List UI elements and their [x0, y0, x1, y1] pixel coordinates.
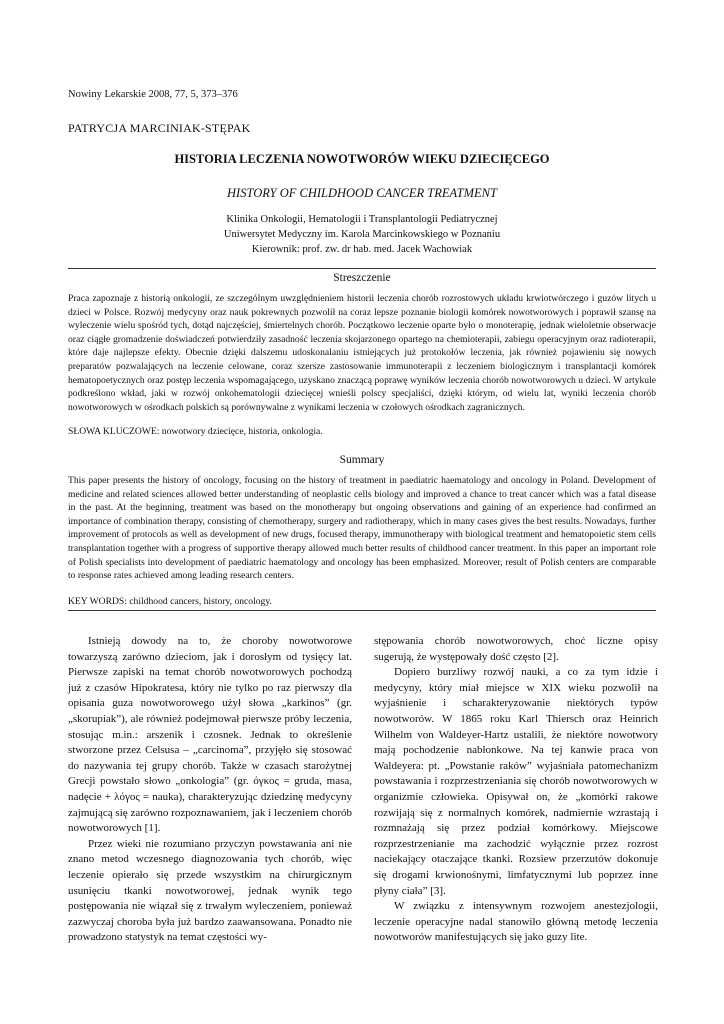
body-paragraph-continuation: stępowania chorób nowotworowych, choć liczne opisy sugerują, że występowały dość często [2].	[374, 635, 658, 663]
affiliation-head: Kierownik: prof. zw. dr hab. med. Jacek Wachowiak	[251, 244, 473, 255]
body-paragraph: Istnieją dowody na to, że choroby nowotworowe towarzyszą zarówno dzieciom, jak i dorosłym od tysięcy lat. Pierwsze zapiski na temat chorób nowotworowych pochodzą już z czasów Hipokratesa, który nie tylko po raz pierwszy dla opisania guza nowotworowego użył słowa „karkinos” (gr. „skorupiak”), ale również podejmował pierwsze próby leczenia, stosując m.in.: arszenik i czosnek. Jednak to określenie stworzone przez Celsusa – „carcinoma”, przyjęło się stosować do nazywania tej grupy chorób. Także w czasach starożytnej Grecji powstało słowo „onkologia” (gr. όγκος = gruda, masa, nadęcie + λόγος = nauka), charakteryzując dziedzinę medycyny zajmującą się zarówno rozpoznawaniem, jak i leczeniem chorób nowotworowych [1].	[68, 635, 352, 835]
streszczenie-text: Praca zapoznaje z historią onkologii, ze szczególnym uwzględnieniem historii leczenia chorób rozrostowych układu krwiotwórczego i guzów litych u dzieci w Polsce. Rozwój medycyny oraz nauk pokrewnych pozwolił na coraz lepsze poznanie biologii komórek nowotworowych i poprawił szansę na wyleczenie wielu spośród tych, dotąd najczęściej, śmiertelnych chorób. Początkowo leczenie oparte było o monoterapię, jednak wieloletnie obserwacje oraz ciągłe gromadzenie doświadczeń potwierdziły zasadność leczenia skojarzonego opartego na chemioterapii, zabiegu operacyjnym oraz radioterapii, które daje najlepsze efekty. Obecnie dzięki dalszemu udoskonalaniu istniejących już protokołów leczenia, jak również pojawieniu się nowych preparatów pozwalających na leczenie celowane, coraz szersze zastosowanie immunoterapii z leczeniem biologicznym i transplantacji komórek hematopoetycznych oraz postęp leczenia wspomagającego, uzyskano znaczącą poprawę wyników leczenia chorób nowotworowych u dzieci. W artykule podkreślono wkład, jaki w rozwój onkohematologii dziecięcej wnieśli polscy specjaliści, dzięki którym, od wielu lat, wyniki leczenia chorób nowotworowych w ośrodkach polskich są porównywalne z wynikami leczenia w czołowych ośrodkach zagranicznych.	[68, 293, 656, 413]
affiliation-clinic: Klinika Onkologii, Hematologii i Transplantologii Pediatrycznej	[226, 214, 498, 225]
body-paragraph: Przez wieki nie rozumiano przyczyn powstawania ani nie znano metod wczesnego diagnozowania tych chorób, więc leczenie opierało się przede wszystkim na chirurgicznym usunięciu tkanki nowotworowej, jednak wynik tego postępowania nie wiązał się z trwałym wyleczeniem, ponieważ zazwyczaj choroba była już bardzo zaawansowana. Ponadto nie prowadzono statystyk na temat częstości wy-	[68, 837, 352, 944]
body-column-right	[374, 634, 658, 946]
body-paragraph: Dopiero burzliwy rozwój nauki, a co za tym idzie i medycyny, który miał miejsce w XIX wieku pozwolił na wyjaśnienie i scharakteryzowanie niektórych typów nowotworów. W 1865 roku Karl Thiersch oraz Heinrich Wilhelm von Waldeyer-Hartz ustalili, że niektóre nowotwory mają pochodzenie nabłonkowe. Na tej kanwie praca von Waldeyera: pt. „Powstanie raków” wyjaśniała patomechanizm powstawania i rozprzestrzeniania się chorób nowotworowych w organizmie człowieka. Opisywał on, że „komórki rakowe rozwijają się z normalnych komórek, nadmiernie wzrastają i rozmnażają się przez podział komórkowy. Miejscowe rozprzestrzenianie ma zachodzić wyłącznie przez rozrost naciekający otaczające tkanki. Rozsiew przerzutów dokonuje się drogami krwionośnymi, limfatycznymi lub poprzez inne płyny ciała” [3].	[374, 666, 658, 897]
divider-bottom	[68, 610, 656, 611]
divider-top	[68, 268, 656, 269]
summary-text: This paper presents the history of oncology, focusing on the history of treatment in paediatric haematology and oncology in Poland. Development of medicine and related sciences allowed better understanding of neoplastic cells biology and improved a chance to treat cancer which was a fatal disease in the past. At the beginning, treatment was based on the monotherapy but ongoing observations and gaining of an experience had confirmed an importance of combination therapy, consisting of chemotherapy, surgery and radiotherapy, which in many cases gives the best results. Nowadays, further improvement of protocols as well as development of new drugs, focused therapy, immunotherapy with biological treatment and hematopoietic stem cells transplantation together with a progress of supportive therapy allowed much better results of childhood cancer treatment. In this paper an important role of Polish specialists into development of paediatric haematology and oncology has been emphasized. Moreover, result of Polish centers are comparable to response rates achieved among leading research centers.	[68, 475, 656, 582]
author-name: PATRYCJA MARCINIAK-STĘPAK	[68, 121, 251, 135]
key-words: KEY WORDS: childhood cancers, history, oncology.	[68, 596, 272, 607]
article-title-english: HISTORY OF CHILDHOOD CANCER TREATMENT	[227, 186, 497, 200]
body-column-left	[68, 634, 352, 946]
slowa-kluczowe: SŁOWA KLUCZOWE: nowotwory dziecięce, historia, onkologia.	[68, 426, 323, 437]
article-title-polish: HISTORIA LECZENIA NOWOTWORÓW WIEKU DZIECIĘCEGO	[174, 152, 550, 166]
journal-citation: Nowiny Lekarskie 2008, 77, 5, 373–376	[68, 89, 238, 100]
affiliation-block	[68, 212, 656, 257]
summary-heading: Summary	[339, 454, 385, 466]
affiliation-university: Uniwersytet Medyczny im. Karola Marcinkowskiego w Poznaniu	[223, 229, 501, 240]
streszczenie-heading: Streszczenie	[333, 272, 391, 284]
body-paragraph: W związku z intensywnym rozwojem anestezjologii, leczenie operacyjne nadal stanowiło główną metodę leczenia nowotworów manifestujących się jako guzy lite.	[374, 900, 658, 944]
